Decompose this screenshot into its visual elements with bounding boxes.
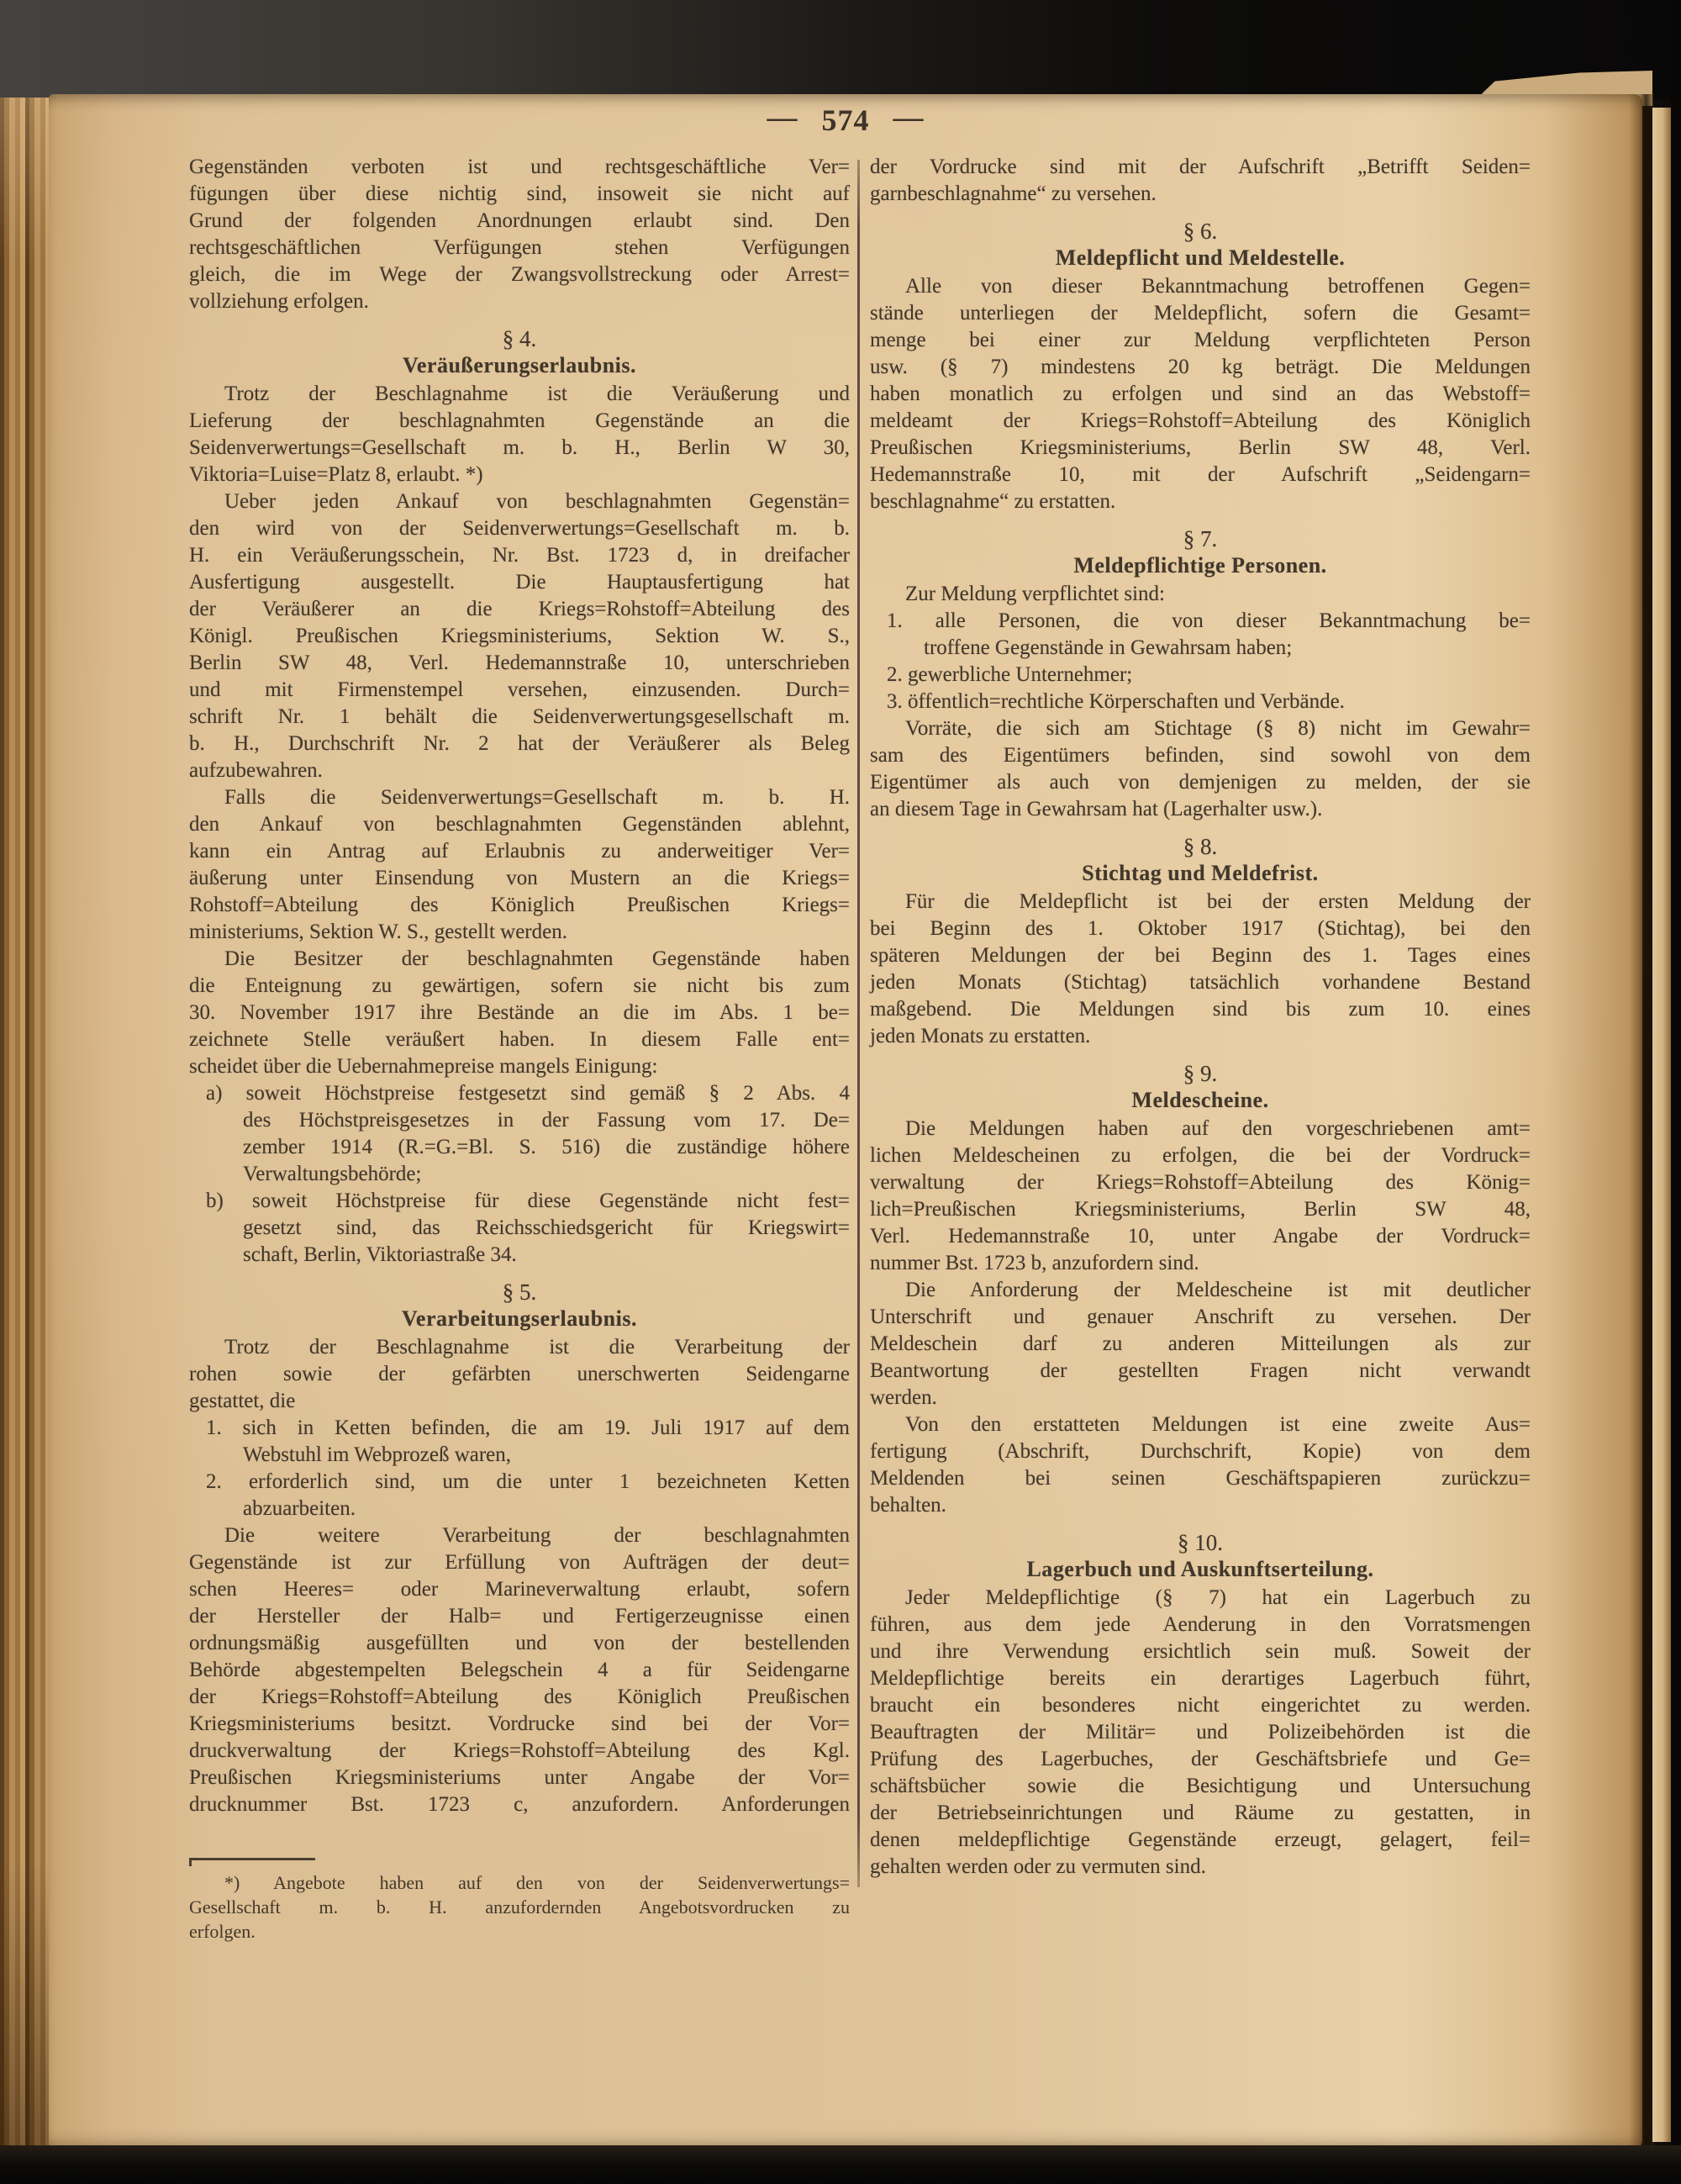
text-line: ministeriums, Sektion W. S., gestellt werden. [189, 921, 567, 943]
text-line: 1. alle Personen, die von dieser Bekanntmachung be= [887, 609, 1531, 632]
text-line: denen meldepflichtige Gegenstände erzeugt, gelagert, feil= [870, 1828, 1531, 1851]
text-line: der Hersteller der Halb= und Fertigerzeugnisse einen [189, 1605, 850, 1627]
text-line: aufzubewahren. [189, 759, 323, 782]
text-line: Gegenständen verboten ist und rechtsgeschäftliche Ver= [189, 156, 850, 178]
text-line: Preußischen Kriegsministeriums, Berlin SW 48, Verl. [870, 436, 1531, 459]
text-line: Verarbeitungserlaubnis. [402, 1306, 637, 1331]
text-line: vollziehung erfolgen. [189, 290, 369, 313]
header-right-dash: — [893, 100, 925, 134]
text-line: schrift Nr. 1 behält die Seidenverwertungsgesellschaft m. [189, 705, 850, 728]
page-stack-edge-left [0, 98, 49, 2149]
text-line: druckverwaltung der Kriegs=Rohstoff=Abteilung des Kgl. [189, 1739, 850, 1762]
page-number: 574 [821, 103, 870, 137]
text-line: Ueber jeden Ankauf von beschlagnahmten Gegenstän= [224, 490, 850, 513]
text-line: kann ein Antrag auf Erlaubnis zu anderweitiger Ver= [189, 840, 850, 863]
text-line: Beantwortung der gestellten Fragen nicht verwandt [870, 1359, 1531, 1382]
text-line: meldeamt der Kriegs=Rohstoff=Abteilung des Königlich [870, 409, 1531, 432]
text-line: Alle von dieser Bekanntmachung betroffenen Gegen= [905, 275, 1531, 298]
text-line: erfolgen. [189, 1921, 256, 1942]
footnote-lines [189, 1870, 850, 1944]
text-line: der Betriebseinrichtungen und Räume zu gestatten, in [870, 1802, 1531, 1824]
text-line: behalten. [870, 1494, 946, 1517]
text-line: Lieferung der beschlagnahmten Gegenstände an die [189, 409, 850, 432]
text-line: ordnungsmäßig ausgefüllten und von der bestellenden [189, 1632, 850, 1654]
text-line: Stichtag und Meldefrist. [1082, 861, 1319, 885]
text-line: rohen sowie der gefärbten unerschwerten Seidengarne [189, 1363, 850, 1385]
column-divider-rule [857, 160, 860, 1887]
text-line: Trotz der Beschlagnahme ist die Veräußerung und [224, 382, 850, 405]
text-line: gehalten werden oder zu vermuten sind. [870, 1855, 1206, 1878]
text-line: maßgebend. Die Meldungen sind bis zum 10. eines [870, 998, 1531, 1021]
text-line: 30. November 1917 ihre Bestände an die im Abs. 1 be= [189, 1001, 850, 1024]
photo-background-right [1671, 0, 1681, 2184]
text-line: Meldescheine. [1131, 1088, 1269, 1112]
text-line: bei Beginn des 1. Oktober 1917 (Stichtag), bei den [870, 917, 1531, 940]
text-line: haben monatlich zu erfolgen und sind an das Webstoff= [870, 382, 1531, 405]
text-line: § 8. [1183, 834, 1218, 859]
text-line: § 5. [502, 1279, 537, 1305]
text-line: Prüfung des Lagerbuches, der Geschäftsbriefe und Ge= [870, 1748, 1531, 1770]
text-line: abzuarbeiten. [243, 1497, 356, 1520]
text-line: schaft, Berlin, Viktoriastraße 34. [243, 1243, 517, 1266]
text-line: Verwaltungsbehörde; [243, 1163, 422, 1185]
text-line: Gegenstände ist zur Erfüllung von Aufträgen der deut= [189, 1551, 850, 1574]
text-line: § 10. [1178, 1530, 1223, 1555]
text-line: gesetzt sind, das Reichsschiedsgericht für Kriegswirt= [243, 1216, 850, 1239]
text-line: Verl. Hedemannstraße 10, unter Angabe der Vordruck= [870, 1225, 1531, 1248]
footnote-block [189, 1858, 850, 1944]
text-line: Kriegsministeriums besitzt. Vordrucke sind bei der Vor= [189, 1712, 850, 1735]
text-line: Rohstoff=Abteilung des Königlich Preußischen Kriegs= [189, 894, 850, 916]
text-line: usw. (§ 7) mindestens 20 kg beträgt. Die Meldungen [870, 356, 1531, 378]
text-line: 1. sich in Ketten befinden, die am 19. Juli 1917 auf dem [206, 1416, 850, 1439]
text-line: Webstuhl im Webprozeß waren, [243, 1443, 512, 1466]
page-number-header [49, 100, 1642, 138]
gutter-crease [1629, 94, 1654, 2149]
text-line: zember 1914 (R.=G.=Bl. S. 516) die zuständige höhere [243, 1136, 850, 1158]
text-line: Zur Meldung verpflichtet sind: [905, 583, 1165, 605]
text-line: den Ankauf von beschlagnahmten Gegenständen ablehnt, [189, 813, 850, 836]
text-line: Ausfertigung ausgestellt. Die Hauptausfertigung hat [189, 571, 850, 593]
text-line: Die Anforderung der Meldescheine ist mit deutlicher [905, 1279, 1531, 1301]
text-line: lich=Preußischen Kriegsministeriums, Berlin SW 48, [870, 1198, 1531, 1221]
text-line: beschlagnahme“ zu erstatten. [870, 490, 1116, 513]
text-line: Trotz der Beschlagnahme ist die Verarbeitung der [224, 1336, 850, 1358]
text-line: jeden Monats (Stichtag) tatsächlich vorhandene Bestand [870, 971, 1531, 994]
text-line: der Vordrucke sind mit der Aufschrift „Betrifft Seiden= [870, 156, 1531, 178]
text-line: Lagerbuch und Auskunftserteilung. [1026, 1557, 1374, 1581]
text-line: späteren Meldungen der bei Beginn des 1. Tages eines [870, 944, 1531, 967]
text-line: fertigung (Abschrift, Durchschrift, Kopie) von dem [870, 1440, 1531, 1463]
text-line: 2. erforderlich sind, um die unter 1 bezeichneten Ketten [206, 1470, 850, 1493]
text-line: lichen Meldescheinen zu erfolgen, die bei der Vordruck= [870, 1144, 1531, 1167]
text-line: rechtsgeschäftlichen Verfügungen stehen Verfügungen [189, 236, 850, 259]
text-line: *) Angebote haben auf den von der Seidenverwertungs= [224, 1872, 850, 1893]
text-line: stände unterliegen der Meldepflicht, sofern die Gesamt= [870, 302, 1531, 324]
text-line: der Kriegs=Rohstoff=Abteilung des Königlich Preußischen [189, 1685, 850, 1708]
photo-background-top [0, 0, 1681, 99]
text-line: den wird von der Seidenverwertungs=Gesellschaft m. b. [189, 517, 850, 540]
text-line: Eigentümer als auch von demjenigen zu melden, der sie [870, 771, 1531, 794]
text-line: verwaltung der Kriegs=Rohstoff=Abteilung des König= [870, 1171, 1531, 1194]
text-line: b) soweit Höchstpreise für diese Gegenstände nicht fest= [206, 1190, 850, 1212]
text-line: Meldenden bei seinen Geschäftspapieren zurückzu= [870, 1467, 1531, 1490]
text-line: des Höchstpreisgesetzes in der Fassung vom 17. De= [243, 1109, 850, 1132]
photo-background-bottom [0, 2145, 1681, 2184]
left-column [189, 154, 850, 1818]
text-line: Veräußerungserlaubnis. [402, 353, 637, 377]
text-line: Meldepflicht und Meldestelle. [1055, 245, 1346, 270]
text-line: 2. gewerbliche Unternehmer; [887, 663, 1133, 686]
text-line: schen Heeres= oder Marineverwaltung erlaubt, sofern [189, 1578, 850, 1601]
text-line: H. ein Veräußerungsschein, Nr. Bst. 1723 d, in dreifacher [189, 544, 850, 567]
footnote-rule [189, 1858, 315, 1860]
text-line: Preußischen Kriegsministeriums unter Angabe der Vor= [189, 1766, 850, 1789]
text-line: drucknummer Bst. 1723 c, anzufordern. Anforderungen [189, 1793, 850, 1816]
text-line: Von den erstatteten Meldungen ist eine zweite Aus= [905, 1413, 1531, 1436]
text-line: Jeder Meldepflichtige (§ 7) hat ein Lagerbuch zu [905, 1586, 1531, 1609]
text-line: die Enteignung zu gewärtigen, sofern sie nicht bis zum [189, 974, 850, 997]
text-line: § 7. [1183, 526, 1218, 551]
text-line: Königl. Preußischen Kriegsministeriums, Sektion W. S., [189, 625, 850, 647]
text-line: Falls die Seidenverwertungs=Gesellschaft m. b. H. [224, 786, 850, 809]
text-line: fügungen über diese nichtig sind, insoweit sie nicht auf [189, 182, 850, 205]
text-line: Die weitere Verarbeitung der beschlagnahmten [224, 1524, 850, 1547]
text-line: a) soweit Höchstpreise festgesetzt sind gemäß § 2 Abs. 4 [206, 1082, 850, 1105]
text-line: und mit Firmenstempel versehen, einzusenden. Durch= [189, 678, 850, 701]
text-line: braucht ein besonderes nicht eingerichtet zu werden. [870, 1694, 1531, 1717]
right-column [870, 154, 1531, 1881]
text-line: 3. öffentlich=rechtliche Körperschaften und Verbände. [887, 690, 1345, 713]
text-line: zeichnete Stelle veräußert haben. In diesem Falle ent= [189, 1028, 850, 1051]
text-line: Unterschrift und genauer Anschrift zu versehen. Der [870, 1306, 1531, 1328]
text-line: jeden Monats zu erstatten. [870, 1025, 1091, 1047]
text-line: Die Meldungen haben auf den vorgeschriebenen amt= [905, 1117, 1531, 1140]
text-line: Beauftragten der Militär= und Polizeibehörden ist die [870, 1721, 1531, 1744]
text-line: Hedemannstraße 10, mit der Aufschrift „Seidengarn= [870, 463, 1531, 486]
text-line: § 9. [1183, 1061, 1218, 1086]
text-line: Seidenverwertungs=Gesellschaft m. b. H., Berlin W 30, [189, 436, 850, 459]
text-line: Gesellschaft m. b. H. anzufordernden Angebotsvordrucken zu [189, 1896, 850, 1918]
text-line: sam des Eigentümers befinden, sind sowohl von dem [870, 744, 1531, 767]
text-line: werden. [870, 1386, 937, 1409]
header-left-dash: — [767, 100, 798, 134]
text-line: scheidet über die Uebernahmepreise mangels Einigung: [189, 1055, 658, 1078]
text-line: führen, aus dem jede Aenderung in den Vorratsmengen [870, 1613, 1531, 1636]
text-line: menge bei einer zur Meldung verpflichteten Person [870, 329, 1531, 351]
text-line: b. H., Durchschrift Nr. 2 hat der Veräußerer als Beleg [189, 732, 850, 755]
text-line: gestattet, die [189, 1390, 296, 1412]
text-line: Viktoria=Luise=Platz 8, erlaubt. *) [189, 463, 483, 486]
text-line: schäftsbücher sowie die Besichtigung und Untersuchung [870, 1775, 1531, 1797]
text-line: Behörde abgestempelten Belegschein 4 a für Seidengarne [189, 1659, 850, 1681]
text-line: Für die Meldepflicht ist bei der ersten Meldung der [905, 890, 1531, 913]
text-line: Meldeschein darf zu anderen Mitteilungen als zur [870, 1332, 1531, 1355]
text-line: nummer Bst. 1723 b, anzufordern sind. [870, 1252, 1199, 1274]
text-line: Berlin SW 48, Verl. Hedemannstraße 10, unterschrieben [189, 652, 850, 674]
text-line: und ihre Verwendung ersichtlich sein muß. Soweit der [870, 1640, 1531, 1663]
text-line: gleich, die im Wege der Zwangsvollstreckung oder Arrest= [189, 263, 850, 286]
text-line: Meldepflichtige bereits ein derartiges Lagerbuch führt, [870, 1667, 1531, 1690]
text-line: Vorräte, die sich am Stichtage (§ 8) nicht im Gewahr= [905, 717, 1531, 740]
text-line: an diesem Tage in Gewahrsam hat (Lagerhalter usw.). [870, 798, 1323, 820]
text-line: garnbeschlagnahme“ zu versehen. [870, 182, 1157, 205]
adjacent-page-sliver [1652, 108, 1671, 2142]
text-line: § 6. [1183, 219, 1218, 244]
text-line: äußerung unter Einsendung von Mustern an die Kriegs= [189, 867, 850, 889]
text-line: der Veräußerer an die Kriegs=Rohstoff=Abteilung des [189, 598, 850, 620]
text-line: § 4. [502, 326, 537, 351]
text-line: Grund der folgenden Anordnungen erlaubt sind. Den [189, 209, 850, 232]
text-line: troffene Gegenstände in Gewahrsam haben; [924, 636, 1293, 659]
text-line: Meldepflichtige Personen. [1073, 553, 1327, 578]
text-line: Die Besitzer der beschlagnahmten Gegenstände haben [224, 947, 850, 970]
